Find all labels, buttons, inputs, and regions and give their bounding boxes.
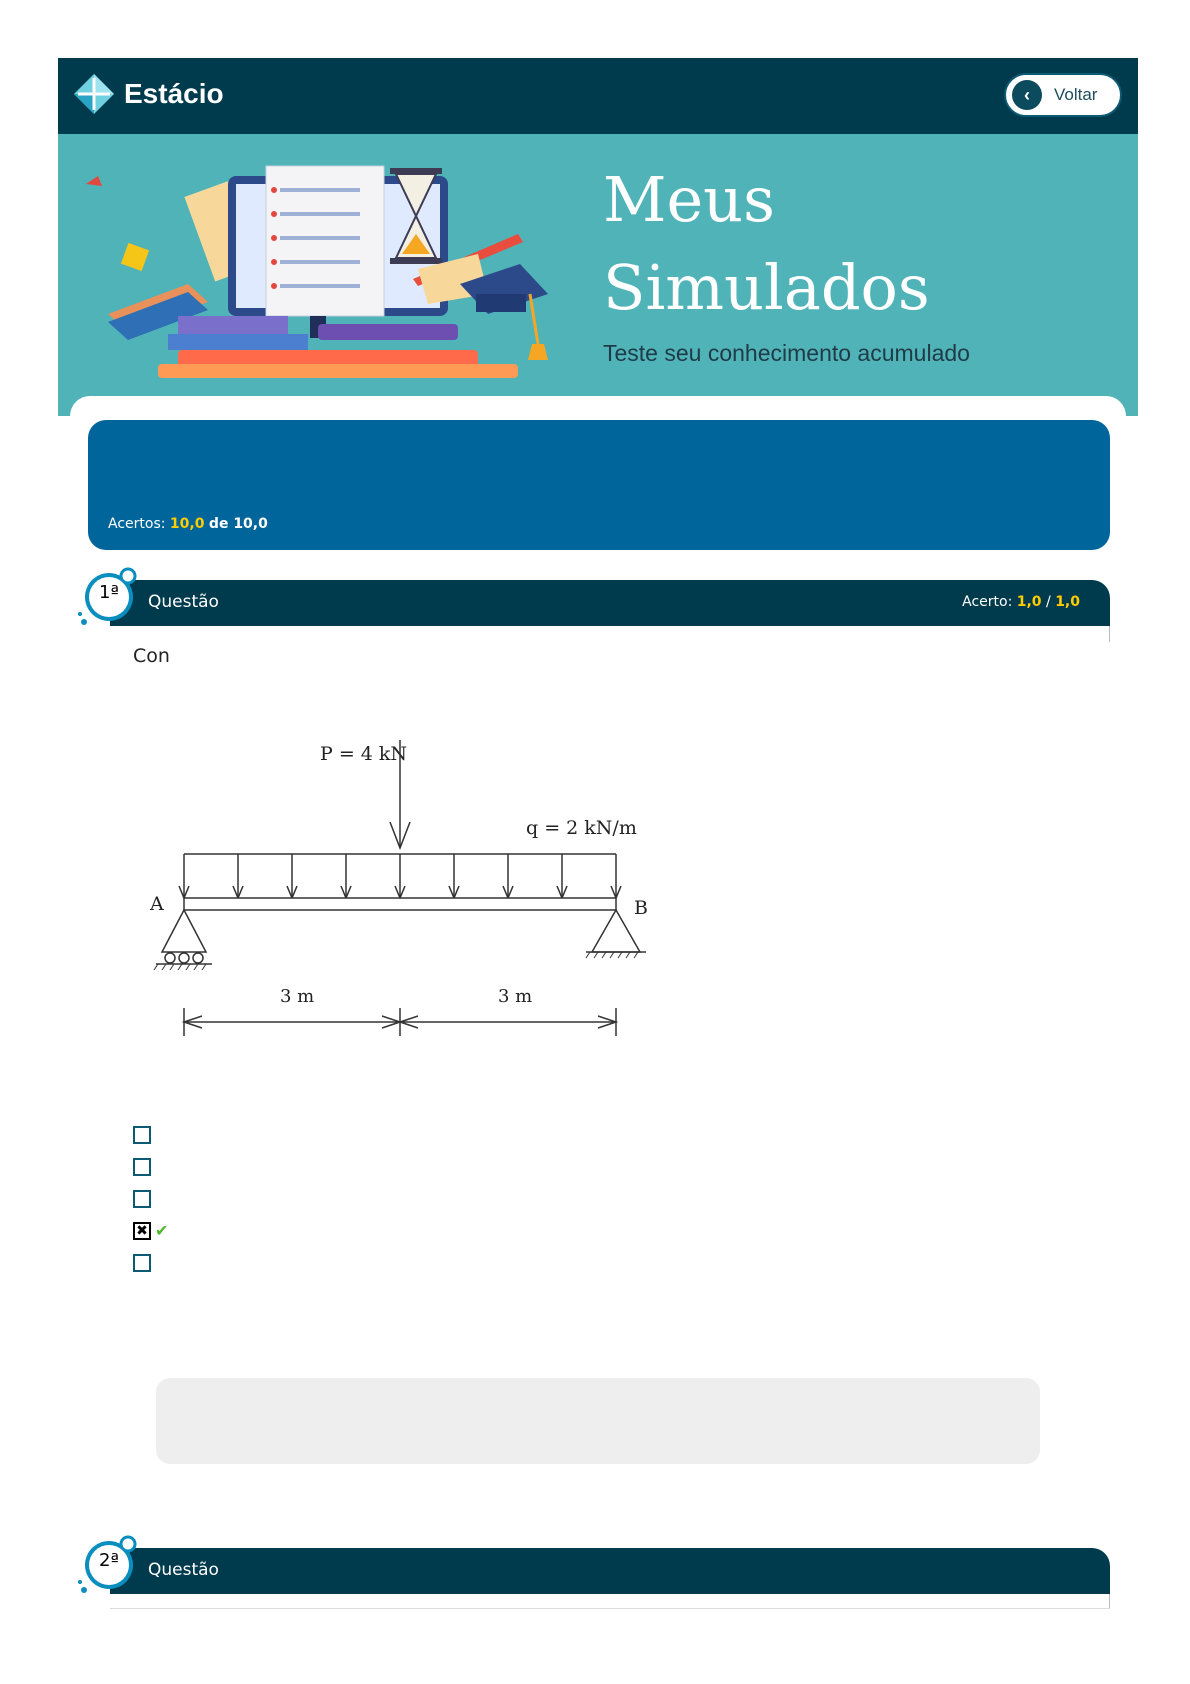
score-summary [108, 516, 268, 532]
hero-title-line1: Meus [603, 163, 775, 236]
hero-illustration [78, 154, 598, 404]
top-bar [58, 58, 1138, 134]
option-a-checkbox[interactable] [133, 1126, 151, 1144]
beam-diagram [140, 730, 660, 1060]
answer-explanation-box [156, 1378, 1040, 1464]
score-panel [88, 420, 1110, 550]
question-1-score [962, 594, 1080, 610]
hero-title [603, 156, 930, 332]
score-value: 10,0 [169, 516, 205, 532]
hero-title-line2: Simulados [603, 251, 930, 324]
question-1-score-sep: / [1046, 594, 1056, 610]
label-load-q: q = 2 kN/m [526, 817, 637, 839]
question-2-label: Questão [148, 1560, 219, 1580]
option-e-checkbox[interactable] [133, 1254, 151, 1272]
back-button[interactable] [1004, 73, 1122, 117]
chevron-left-icon: ‹ [1012, 80, 1042, 110]
question-1-score-label: Acerto: [962, 594, 1013, 610]
hero-banner [58, 134, 1138, 416]
score-total: de 10,0 [208, 516, 268, 532]
question-2-number: 2ª [99, 1550, 119, 1571]
estacio-logo-icon [72, 72, 116, 116]
question-1-text: Con [133, 645, 170, 667]
label-load-p: P = 4 kN [320, 743, 408, 765]
brand-name: Estácio [124, 78, 224, 109]
option-d-checkbox[interactable]: ✖ [133, 1222, 151, 1240]
option-c-checkbox[interactable] [133, 1190, 151, 1208]
label-support-b: B [634, 897, 648, 919]
option-b-checkbox[interactable] [133, 1158, 151, 1176]
estacio-logo[interactable] [72, 72, 224, 116]
question-2-header [110, 1548, 1110, 1594]
question-1-score-value: 1,0 [1016, 594, 1042, 610]
question-2-divider [1109, 1594, 1110, 1608]
label-span-2: 3 m [498, 986, 533, 1007]
label-support-a: A [150, 893, 164, 915]
hero-subtitle: Teste seu conhecimento acumulado [603, 340, 970, 366]
label-span-1: 3 m [280, 986, 315, 1007]
question-1-number: 1ª [99, 582, 119, 603]
correct-check-icon: ✔ [155, 1221, 169, 1240]
question-1-divider [1109, 626, 1110, 642]
back-button-label: Voltar [1054, 85, 1098, 104]
question-1-label: Questão [148, 592, 219, 612]
question-1-score-max: 1,0 [1055, 594, 1080, 610]
score-label: Acertos: [108, 516, 166, 532]
question-1-header [110, 580, 1110, 626]
question-2-bottom-rule [110, 1608, 1110, 1609]
